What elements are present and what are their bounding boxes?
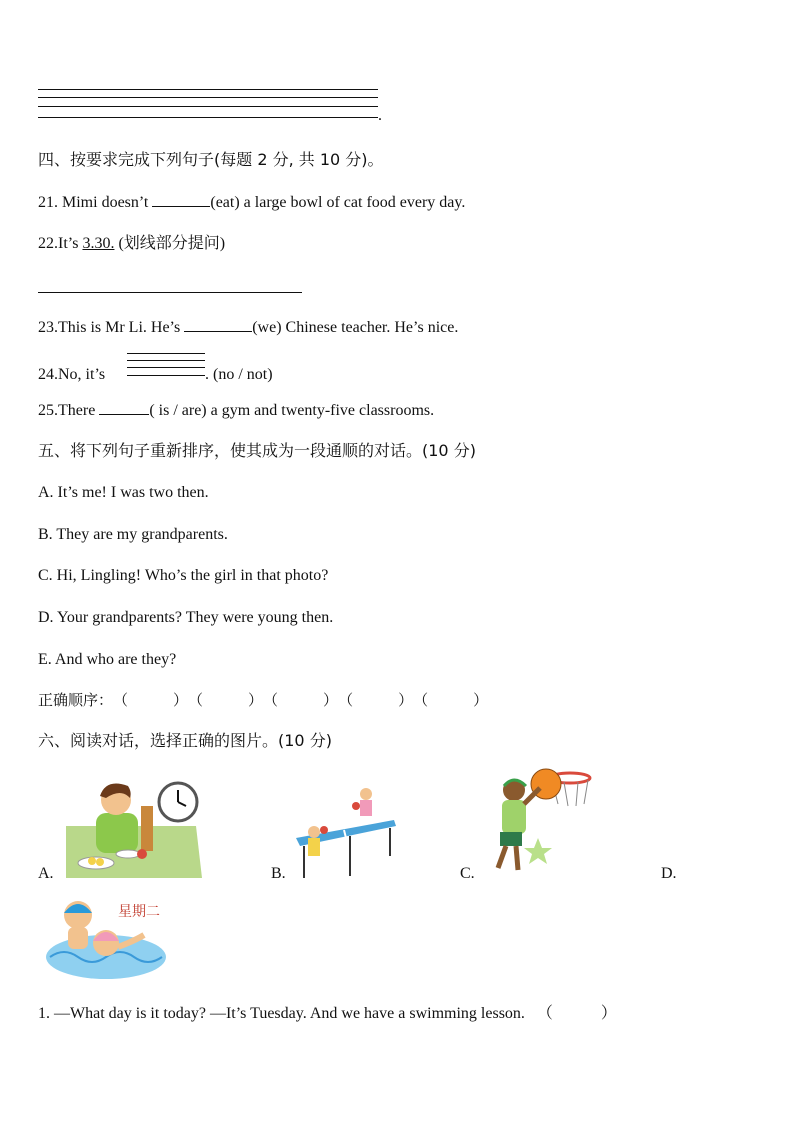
q21-blank[interactable] [152,192,210,207]
q23-prefix: 23.This is Mr Li. He’s [38,319,185,336]
q23-blank[interactable] [184,317,252,332]
q25-blank[interactable] [99,400,149,415]
option-d: D. Your grandparents? They were young then. [38,609,334,626]
option-c: C. Hi, Lingling! Who’s the girl in that photo? [38,567,329,584]
q1-answer-paren[interactable]: （ ） [536,1003,617,1022]
question-21 [38,192,465,213]
question-22 [38,234,225,254]
order-slot[interactable]: （ ） [113,691,189,709]
q21-prefix: 21. Mimi doesn’t [38,194,153,211]
q22-answer-line[interactable] [38,292,302,293]
line-end-period: . [378,107,382,124]
answer-line [38,117,378,118]
option-b: B. They are my grandparents. [38,526,228,543]
q23-suffix: (we) Chinese teacher. He’s nice. [252,319,459,336]
picture-d-caption: 星期二 [118,904,160,920]
q22-underlined-part: 3.30. [82,235,115,252]
section-4-heading: 四、按要求完成下列句子(每题 2 分, 共 10 分)。 [38,150,384,169]
answer-line [127,375,205,376]
order-slot[interactable]: （ ） [263,691,339,709]
q22-prefix: 22.It’s [38,235,83,252]
basketball-picture [484,764,600,876]
answer-line [127,353,205,354]
q24-prefix: 24.No, it’s [38,366,106,383]
question-23 [38,317,458,338]
order-slot[interactable]: （ ） [413,691,489,709]
question-25 [38,400,434,421]
section-6-heading: 六、阅读对话，选择正确的图片。(10 分) [38,731,332,750]
q24-suffix: . (no / not) [205,366,273,383]
q21-suffix: (eat) a large bowl of cat food every day. [210,194,466,211]
answer-line [38,106,378,107]
answer-line [38,89,378,90]
section-5-heading: 五、将下列句子重新排序，使其成为一段通顺的对话。(10 分) [38,441,476,460]
answer-line [127,360,205,361]
q25-prefix: 25.There [38,402,100,419]
answer-line [127,367,205,368]
q1-text: 1. —What day is it today? —It’s Tuesday. And we have a swimming lesson. [38,1005,525,1022]
q25-suffix: ( is / are) a gym and twenty-five classrooms. [149,402,435,419]
picture-label-d: D. [661,865,677,882]
answer-line [38,97,378,98]
question-24 [38,365,105,385]
picture-label-a: A. [38,865,54,882]
question-1 [38,1003,617,1024]
order-row [38,690,488,710]
boy-eating-clock-picture [66,778,202,878]
table-tennis-picture [294,786,396,880]
q22-suffix: (划线部分提问) [114,235,226,252]
order-slot[interactable]: （ ） [188,691,264,709]
option-e: E. And who are they? [38,651,177,668]
order-label: 正确顺序： [38,691,114,709]
picture-label-c: C. [460,865,475,882]
option-a: A. It’s me! I was two then. [38,484,209,501]
order-slot[interactable]: （ ） [338,691,414,709]
picture-label-b: B. [271,865,286,882]
